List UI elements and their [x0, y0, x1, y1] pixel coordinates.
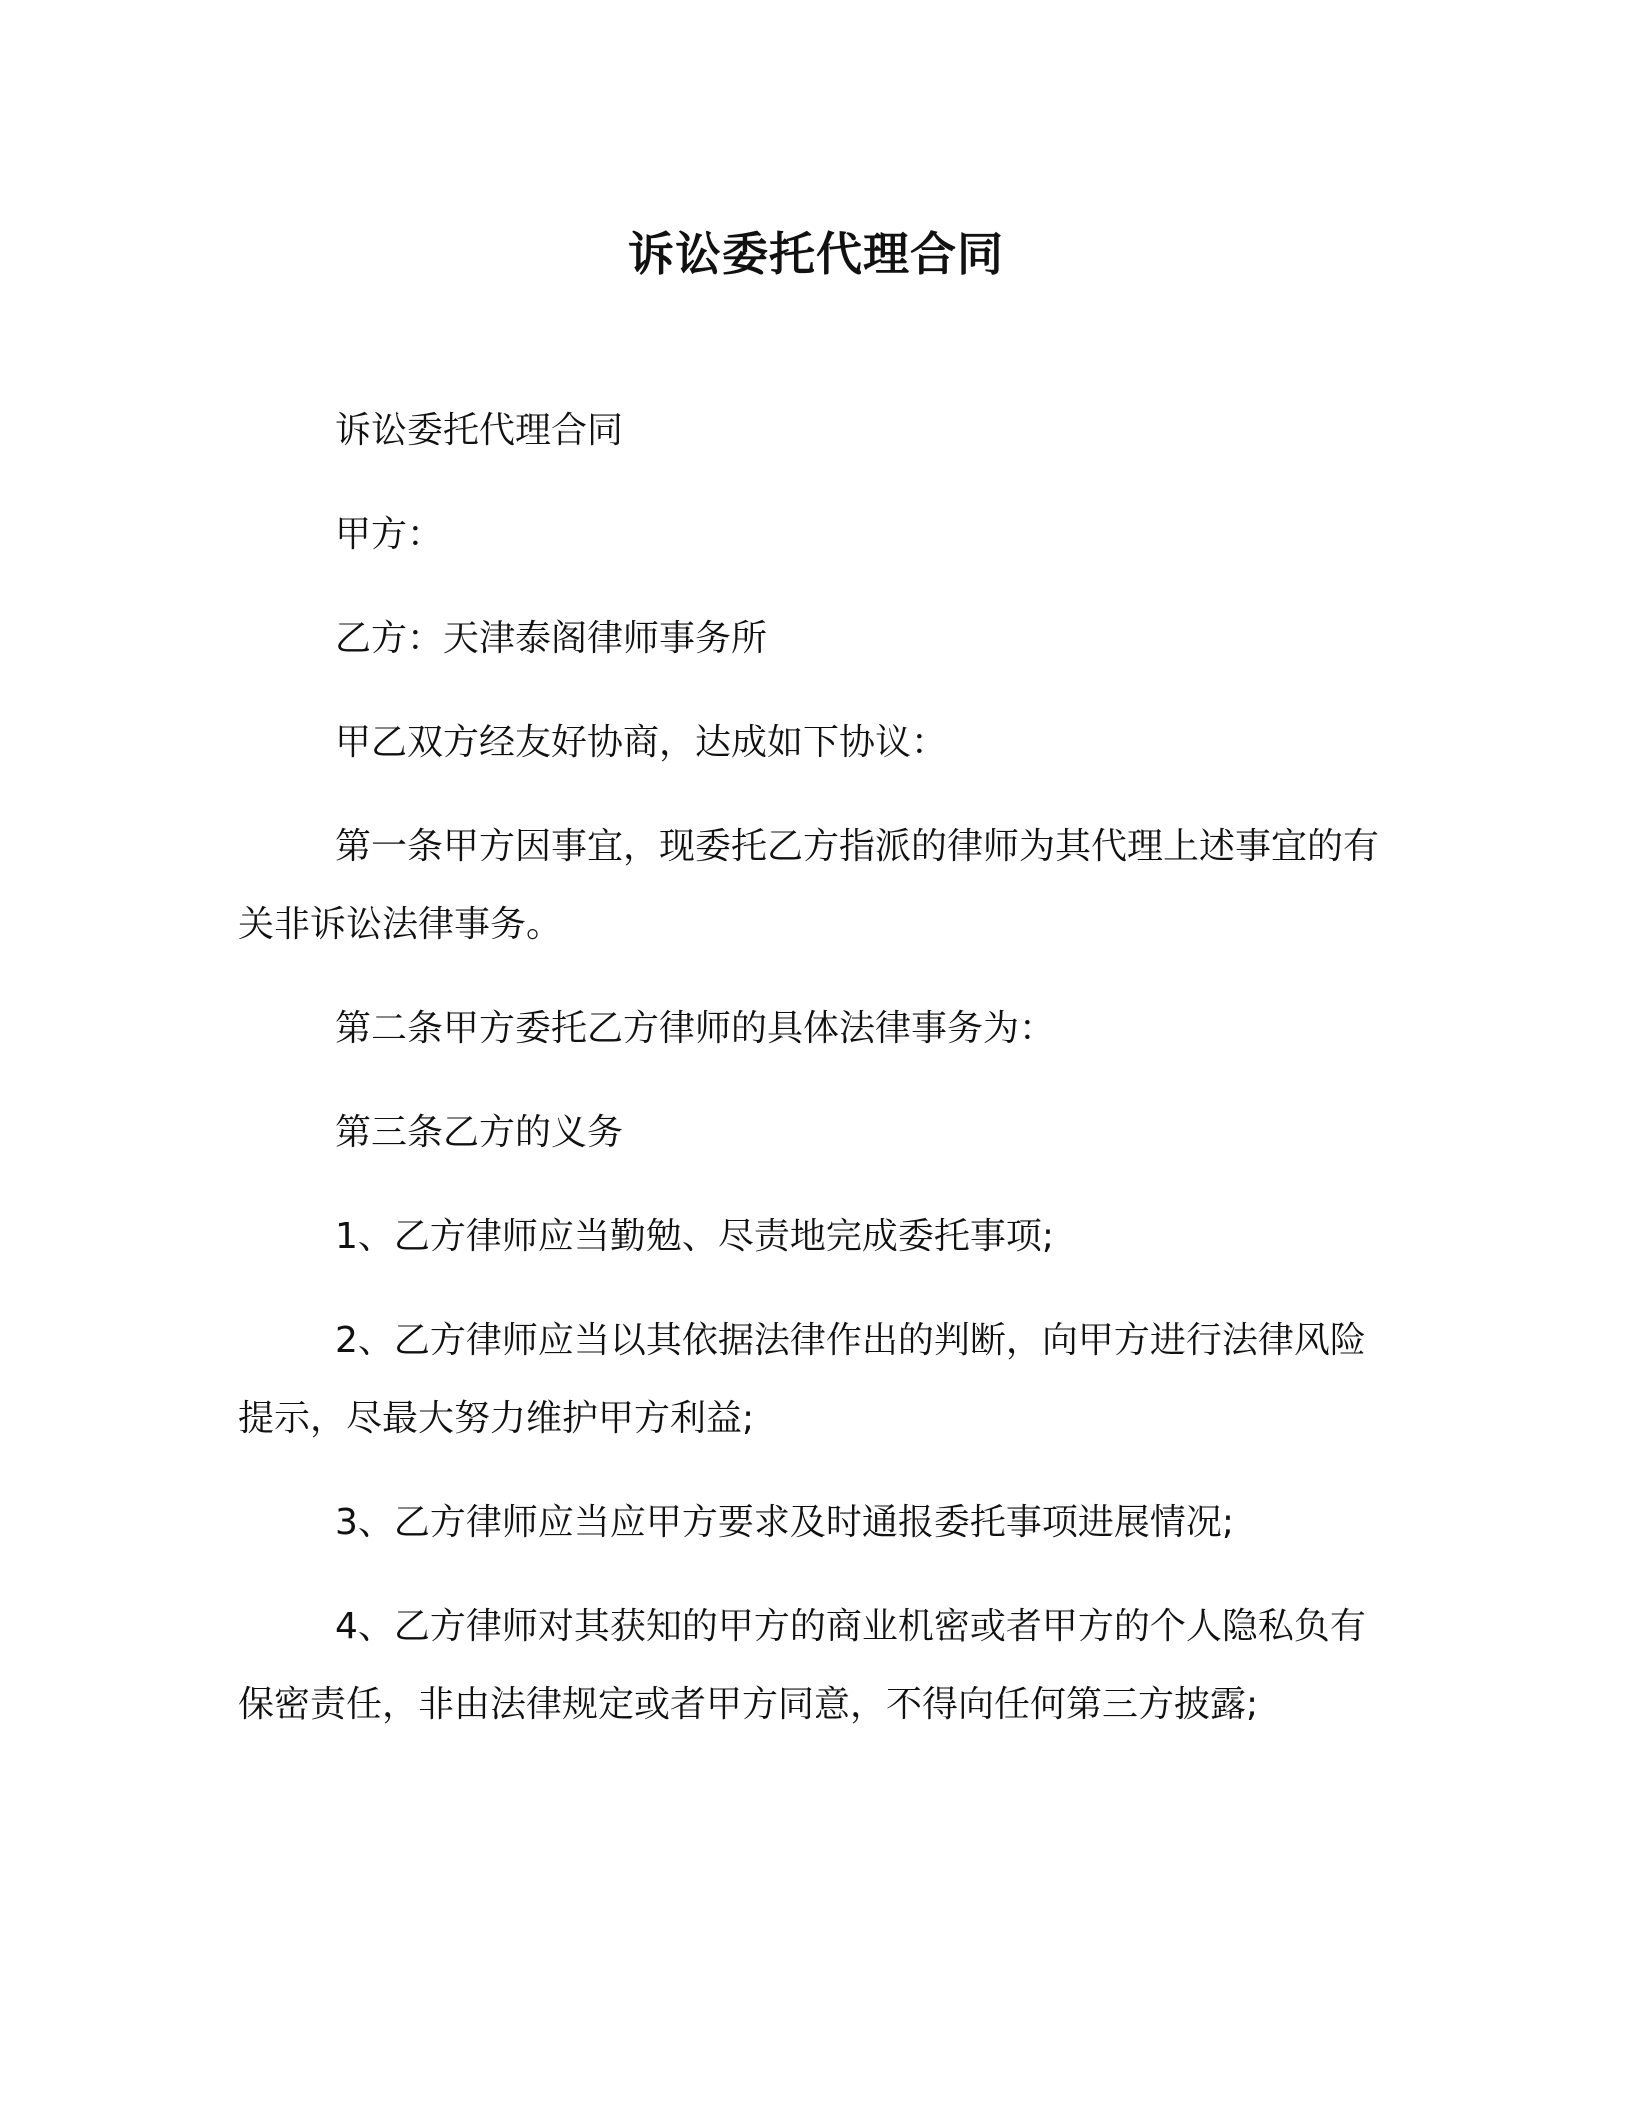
- document-title: 诉讼委托代理合同: [628, 227, 1004, 281]
- paragraph-agreement-intro: 甲乙双方经友好协商，达成如下协议：: [335, 722, 948, 763]
- paragraph-duty-3: 3、乙方律师应当应甲方要求及时通报委托事项进展情况;: [335, 1502, 1235, 1543]
- paragraph-subtitle: 诉讼委托代理合同: [335, 410, 624, 451]
- paragraph-party-b: 乙方：天津泰阁律师事务所: [335, 618, 768, 659]
- document-body: [238, 392, 1394, 1770]
- paragraph-duty-1: 1、乙方律师应当勤勉、尽责地完成委托事项;: [335, 1216, 1055, 1257]
- paragraph-duty-2: 2、乙方律师应当以其依据法律作出的判断，向甲方进行法律风险提示，尽最大努力维护甲方利益;: [238, 1320, 1366, 1439]
- paragraph-article-2: 第二条甲方委托乙方律师的具体法律事务为：: [335, 1008, 1056, 1049]
- paragraph-duty-4: 4、乙方律师对其获知的甲方的商业机密或者甲方的个人隐私负有保密责任，非由法律规定或者甲方同意，不得向任何第三方披露;: [238, 1606, 1366, 1725]
- paragraph-article-3: 第三条乙方的义务: [335, 1112, 624, 1153]
- paragraph-party-a: 甲方：: [335, 514, 444, 555]
- paragraph-article-1: 第一条甲方因事宜，现委托乙方指派的律师为其代理上述事宜的有关非诉讼法律事务。: [238, 826, 1380, 945]
